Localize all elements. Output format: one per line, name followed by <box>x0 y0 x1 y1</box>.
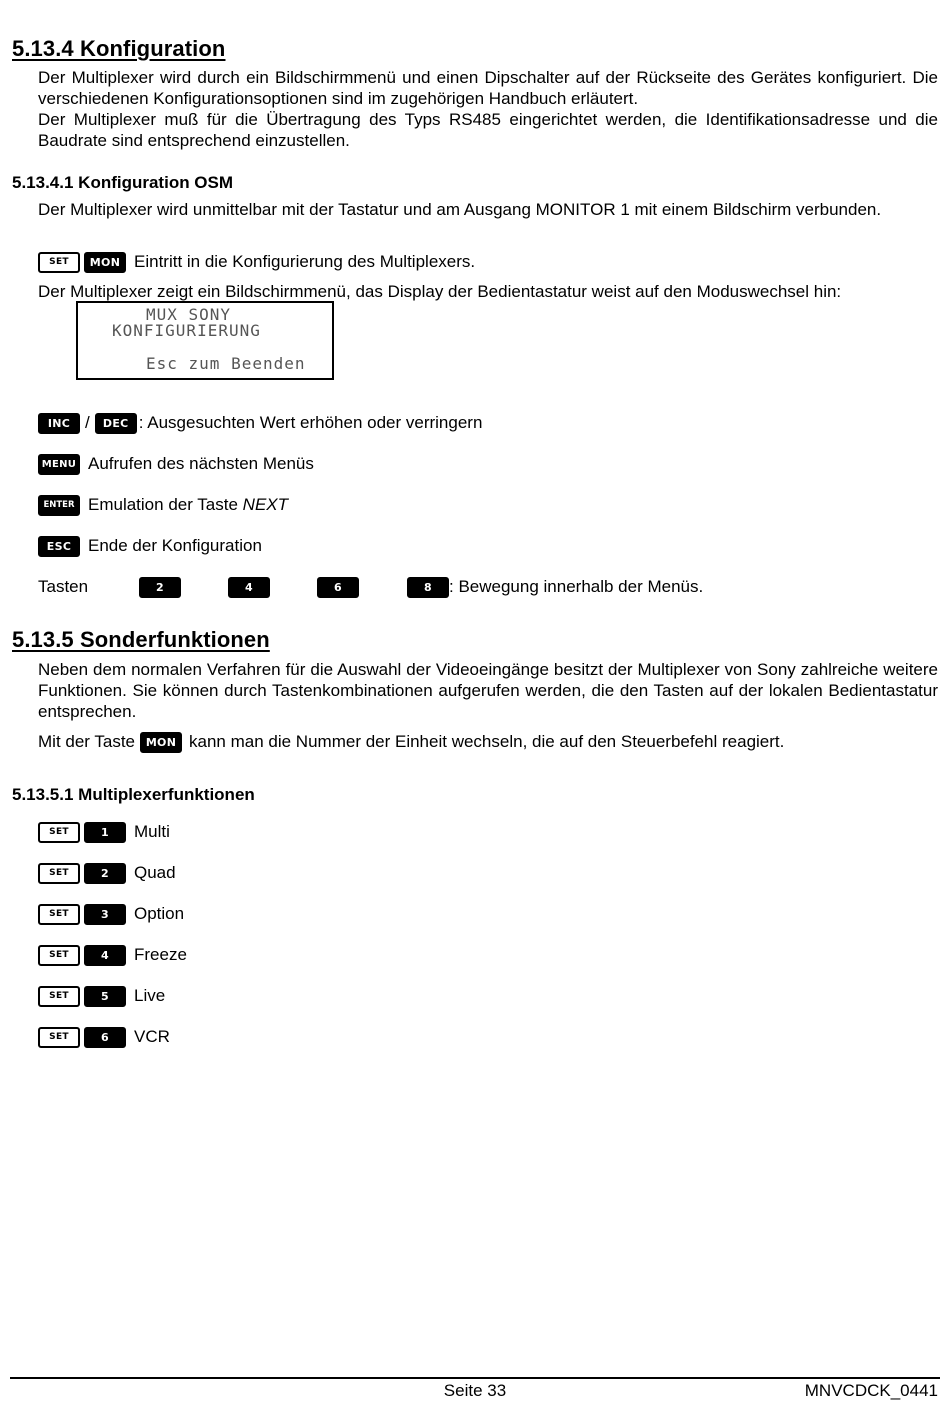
lcd-display <box>76 301 334 380</box>
esc-description: Ende der Konfiguration <box>88 536 262 555</box>
set-key-icon: SET <box>38 904 80 925</box>
function-label: Multi <box>134 822 170 841</box>
function-label: Live <box>134 986 166 1005</box>
mon-taste-prefix: Mit der Taste <box>38 732 136 751</box>
number-key-icon: 5 <box>84 986 126 1007</box>
function-label: Option <box>134 904 185 923</box>
inc-dec-description: : Ausgesuchten Wert erhöhen oder verringern <box>138 413 483 432</box>
next-key-name: NEXT <box>242 495 289 514</box>
page-number: Seite 33 <box>443 1381 507 1400</box>
key-6-icon: 6 <box>317 577 359 598</box>
key-2-icon: 2 <box>139 577 181 598</box>
number-key-icon: 4 <box>84 945 126 966</box>
number-key-icon: 2 <box>84 863 126 884</box>
section-heading-sonderfunktionen: 5.13.5 Sonderfunktionen <box>12 627 270 652</box>
esc-key-icon: ESC <box>38 536 80 557</box>
function-row <box>38 861 176 885</box>
number-key-icon: 3 <box>84 904 126 925</box>
number-key-icon: 1 <box>84 822 126 843</box>
function-row <box>38 984 165 1008</box>
number-key-icon: 6 <box>84 1027 126 1048</box>
mon-key-icon-inline: MON <box>140 732 182 753</box>
function-row <box>38 902 184 926</box>
lcd-line-2: KONFIGURIERUNG <box>112 321 261 340</box>
lcd-line-3: Esc zum Beenden <box>146 354 306 373</box>
function-row <box>38 1025 170 1049</box>
subsection-heading-multiplexerfunktionen: 5.13.5.1 Multiplexerfunktionen <box>12 785 255 804</box>
paragraph-osm-connect: Der Multiplexer wird unmittelbar mit der Tastatur und am Ausgang MONITOR 1 mit einem Bildschirm verbunden. <box>38 200 882 219</box>
inc-dec-row <box>38 411 482 435</box>
subsection-heading-osm: 5.13.4.1 Konfiguration OSM <box>12 173 234 192</box>
set-mon-description: Eintritt in die Konfigurierung des Multiplexers. <box>134 252 476 271</box>
set-key-icon: SET <box>38 863 80 884</box>
function-label: Quad <box>134 863 176 882</box>
mon-key-icon: MON <box>84 252 126 273</box>
esc-row <box>38 534 262 558</box>
function-row <box>38 943 187 967</box>
tasten-row <box>38 575 938 599</box>
function-row <box>38 820 170 844</box>
menu-key-icon: MENU <box>38 454 80 475</box>
tasten-description: : Bewegung innerhalb der Menüs. <box>449 577 704 596</box>
mon-taste-row <box>38 730 784 754</box>
enter-key-icon: ENTER <box>38 495 80 516</box>
function-label: Freeze <box>134 945 187 964</box>
menu-row <box>38 452 314 476</box>
set-key-icon: SET <box>38 252 80 273</box>
lcd-line-1: MUX SONY <box>146 305 232 324</box>
footer-divider <box>10 1377 940 1379</box>
enter-description-text: Emulation der Taste <box>88 495 243 514</box>
set-key-icon: SET <box>38 1027 80 1048</box>
set-key-icon: SET <box>38 822 80 843</box>
inc-key-icon: INC <box>38 413 80 434</box>
dec-key-icon: DEC <box>95 413 137 434</box>
set-key-icon: SET <box>38 986 80 1007</box>
set-key-icon: SET <box>38 945 80 966</box>
enter-row <box>38 493 288 517</box>
paragraph-sonderfunktionen-intro: Neben dem normalen Verfahren für die Auswahl der Videoeingänge besitzt der Multiplexer von Sony zahlreiche weitere Funktionen. Sie können durch Tastenkombinationen aufgerufen werden, die den Tasten auf der lokalen Bedientastatur entsprechen. <box>38 660 938 721</box>
tasten-label: Tasten <box>38 577 89 596</box>
enter-description <box>88 495 288 515</box>
function-label: VCR <box>134 1027 170 1046</box>
mon-taste-suffix: kann man die Nummer der Einheit wechseln, die auf den Steuerbefehl reagiert. <box>189 732 785 751</box>
section-heading-konfiguration: 5.13.4 Konfiguration <box>12 36 226 61</box>
paragraph-osm-display: Der Multiplexer zeigt ein Bildschirmmenü, das Display der Bedientastatur weist auf den Moduswechsel hin: <box>38 282 842 301</box>
key-4-icon: 4 <box>228 577 270 598</box>
menu-description: Aufrufen des nächsten Menüs <box>88 454 314 473</box>
paragraph-konfiguration-intro: Der Multiplexer wird durch ein Bildschirmmenü und einen Dipschalter auf der Rückseite des Gerätes konfiguriert. Die verschiedenen Konfigurationsoptionen sind im zugehörigen Handbuch erläutert. <box>38 68 938 108</box>
paragraph-konfiguration-rs485: Der Multiplexer muß für die Übertragung des Typs RS485 eingerichtet werden, die Identifikationsadresse und die Baudrate sind entsprechend einzustellen. <box>38 110 938 150</box>
inc-dec-separator: / <box>85 413 90 432</box>
set-mon-row <box>38 250 475 274</box>
key-8-icon: 8 <box>407 577 449 598</box>
document-id: MNVCDCK_0441 <box>804 1381 938 1400</box>
